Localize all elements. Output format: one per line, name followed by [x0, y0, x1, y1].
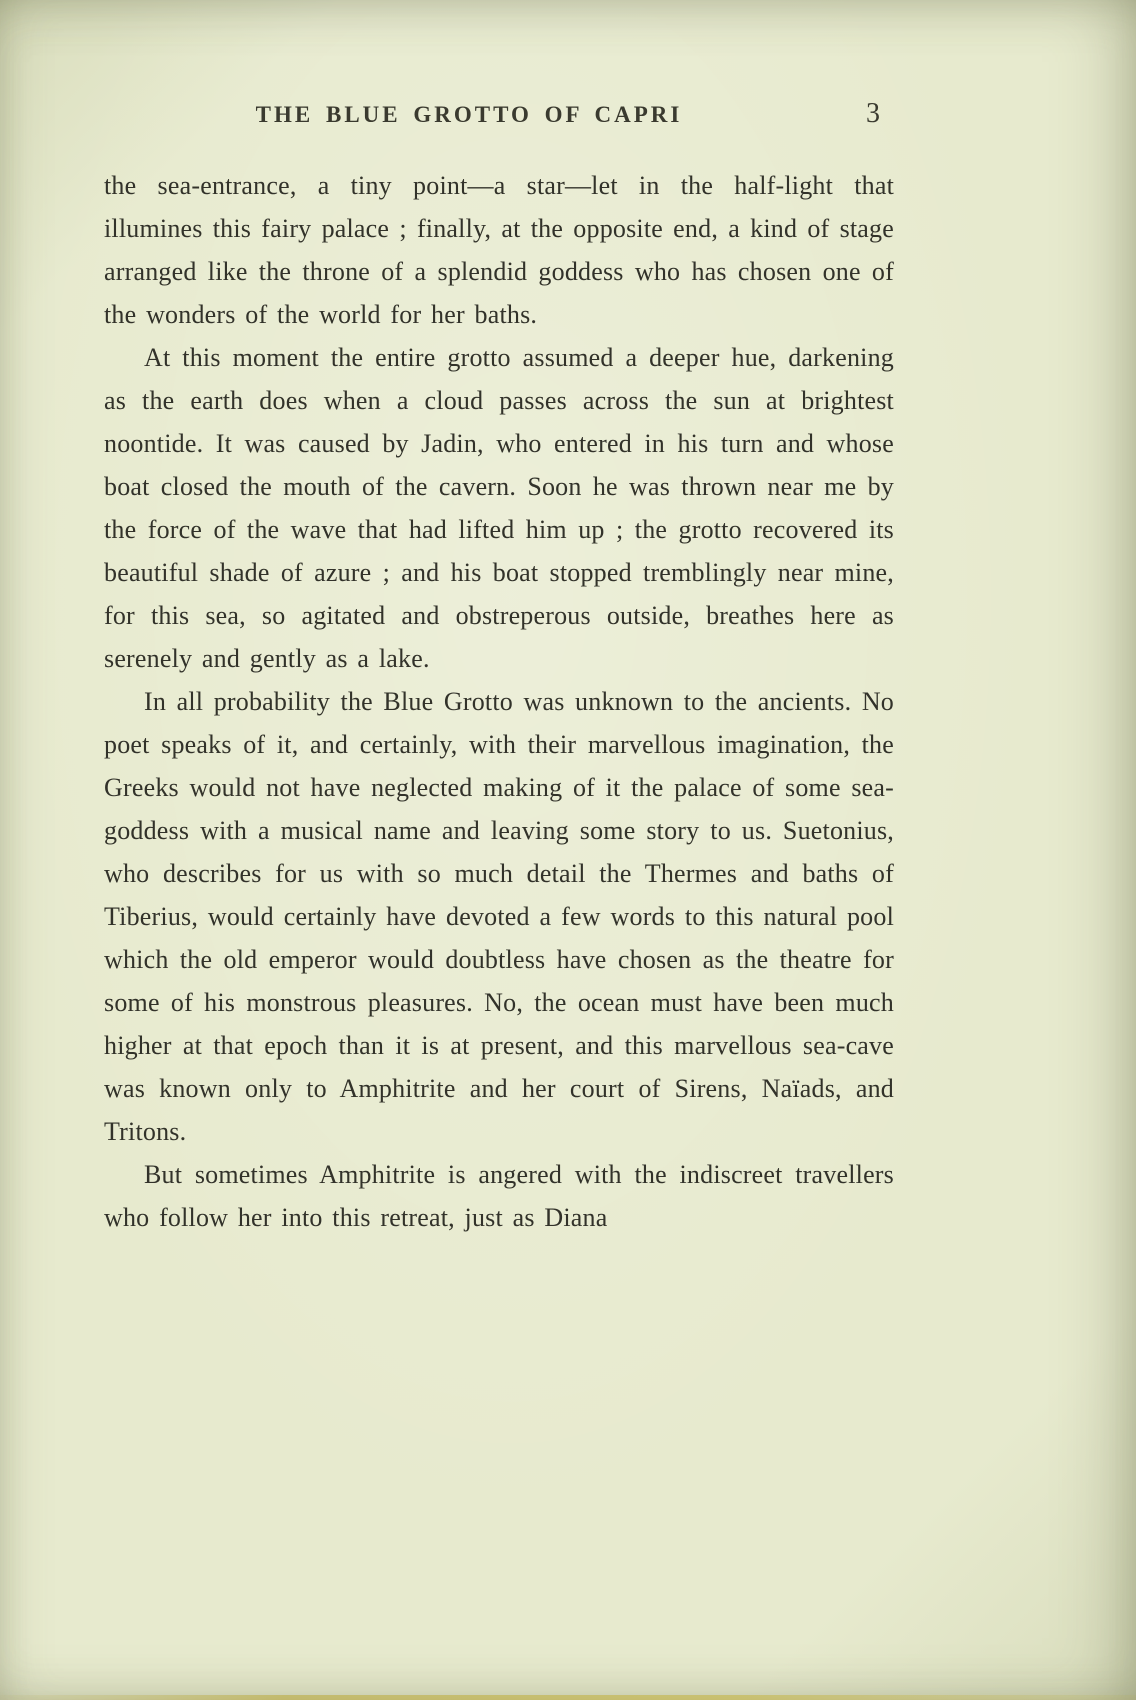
paragraph: But sometimes Amphitrite is angered with the indiscreet travellers who follow her into this retreat, just as Diana [104, 1160, 894, 1232]
page-content [104, 98, 894, 1239]
paragraph: the sea-entrance, a tiny point—a star—let in the half-light that illumines this fairy palace ; finally, at the opposite end, a kind of stage arranged like the throne of a splendid goddess who has chosen one of the wonders of the world for her baths. [104, 171, 894, 329]
running-head [104, 98, 894, 140]
paragraph: At this moment the entire grotto assumed a deeper hue, darkening as the earth does when a cloud passes across the sun at brightest noontide. It was caused by Jadin, who entered in his turn and whose boat closed the mouth of the cavern. Soon he was thrown near me by the force of the wave that had lifted him up ; the grotto recovered its beautiful shade of azure ; and his boat stopped tremblingly near mine, for this sea, so agitated and obstreperous outside, breathes here as serenely and gently as a lake. [104, 343, 894, 673]
paragraph: In all probability the Blue Grotto was unknown to the ancients. No poet speaks of it, and certainly, with their marvellous imagination, the Greeks would not have neglected making of it the palace of some sea-goddess with a musical name and leaving some story to us. Suetonius, who describes for us with so much detail the Thermes and baths of Tiberius, would certainly have devoted a few words to this natural pool which the old emperor would doubtless have chosen as the theatre for some of his monstrous pleasures. No, the ocean must have been much higher at that epoch than it is at present, and this marvellous sea-cave was known only to Amphitrite and her court of Sirens, Naïads, and Tritons. [104, 687, 894, 1146]
page-title: THE BLUE GROTTO OF CAPRI [255, 102, 683, 127]
scan-edge-artifact [0, 1695, 1136, 1700]
page-number: 3 [866, 98, 880, 129]
body-text [104, 164, 894, 1239]
